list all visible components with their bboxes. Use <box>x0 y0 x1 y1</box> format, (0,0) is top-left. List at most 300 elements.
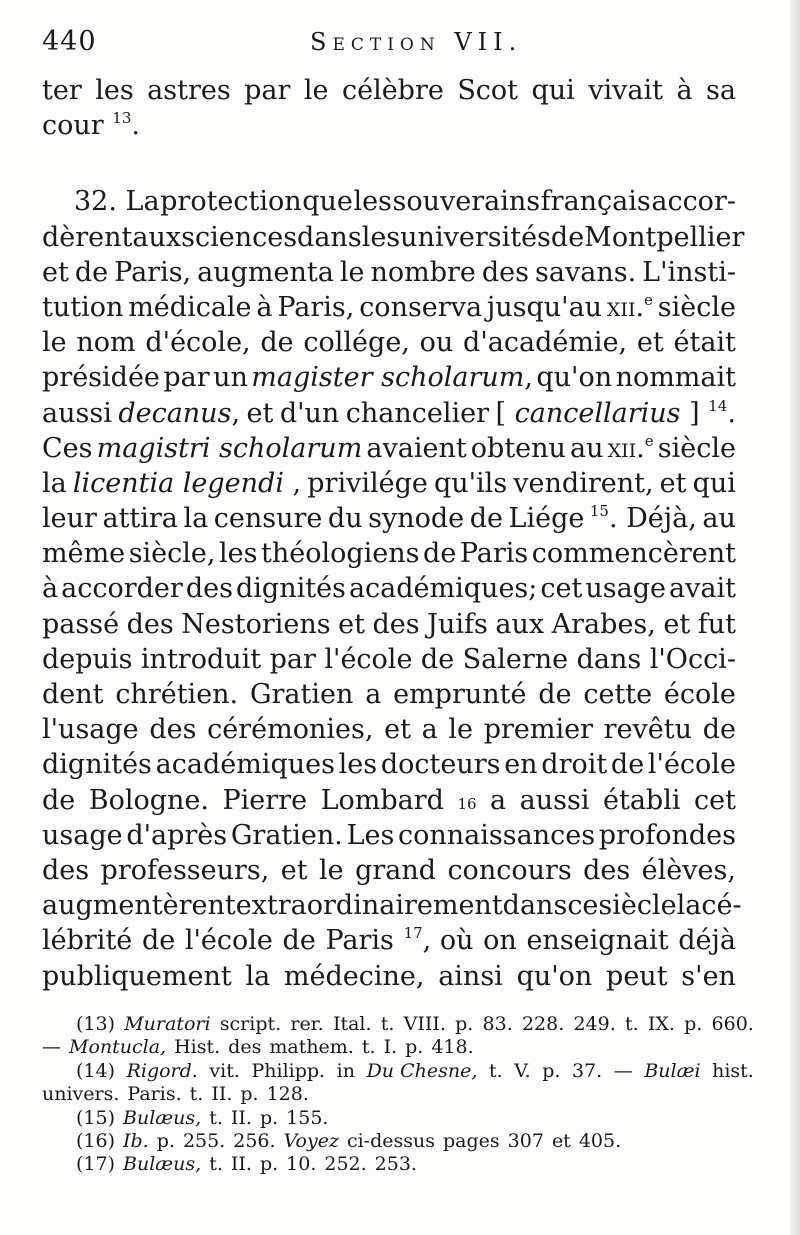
word: attira <box>102 503 178 535</box>
word: p. <box>542 1059 561 1082</box>
text-line <box>42 466 736 501</box>
word: siècle <box>657 291 736 323</box>
word: 307 <box>507 1129 544 1152</box>
word: qu'on <box>516 960 593 992</box>
footnote-13 <box>42 1013 754 1036</box>
word: d'un <box>279 397 340 429</box>
word: revêtu <box>603 714 693 746</box>
word: t. <box>361 1036 376 1059</box>
text-line: de Bologne. Pierre Lombard 16 a aussi établi cet <box>42 783 736 818</box>
word: Voyez <box>283 1129 339 1152</box>
word: présidée <box>42 362 160 394</box>
footnote-17 <box>42 1153 754 1176</box>
word: chancelier <box>345 397 490 429</box>
word: magister scholarum, <box>251 362 533 394</box>
footnote-15 <box>42 1107 754 1130</box>
word: l'Occi- <box>649 643 736 675</box>
word: depuis <box>42 643 133 675</box>
word: au <box>570 432 604 464</box>
word: siècle <box>598 890 677 922</box>
word: de <box>538 679 572 710</box>
word: Montpellier <box>584 221 745 253</box>
word: p. <box>455 1013 474 1035</box>
word: vivait <box>588 75 663 106</box>
word: dans <box>297 221 362 253</box>
word: Philipp. <box>251 1059 326 1082</box>
text-line <box>42 677 736 712</box>
text-line <box>42 290 736 325</box>
word: fut <box>697 608 736 640</box>
word: Salerne <box>462 643 569 675</box>
word: des <box>481 256 530 288</box>
word: docteurs <box>380 749 501 781</box>
word: célèbre <box>341 75 444 106</box>
word: Paris, <box>114 256 192 288</box>
word: 255. <box>182 1129 226 1152</box>
word: aussi <box>42 397 112 429</box>
word: le <box>303 75 329 106</box>
word: $^{17}$, où <box>403 924 474 957</box>
word: de <box>260 327 294 359</box>
word: Montucla, <box>69 1036 167 1059</box>
text-line <box>42 536 736 571</box>
word: on <box>483 925 517 957</box>
word: Bulæus, <box>123 1153 202 1176</box>
word: in <box>336 1059 355 1082</box>
word: p. <box>156 1129 175 1152</box>
word: ce <box>567 890 599 922</box>
word: 155. <box>286 1106 329 1129</box>
word: connaissances <box>398 819 596 851</box>
word: licentia legendi , <box>72 467 302 499</box>
word: que <box>302 186 353 218</box>
word: extraordinairement <box>235 890 503 922</box>
word: et <box>636 327 664 359</box>
word: dignités <box>236 573 346 605</box>
word: par <box>163 362 210 394</box>
word: II. <box>230 1153 252 1176</box>
word: qu'ils <box>433 467 508 499</box>
word: et <box>42 256 69 288</box>
word: dans <box>502 890 568 922</box>
word: II. <box>230 1106 252 1129</box>
footnote-number: (16) <box>76 1129 116 1152</box>
word: des <box>149 714 197 746</box>
word: conserva <box>359 291 483 323</box>
word: 32. La <box>74 186 160 218</box>
word: pages <box>443 1129 500 1152</box>
word: médicale <box>128 291 252 323</box>
word: qu'on <box>536 362 613 394</box>
word: avait <box>669 573 736 605</box>
word: cette <box>583 679 653 710</box>
word: le <box>448 714 474 746</box>
page-number: 440 <box>42 26 97 57</box>
word: Paris <box>325 925 394 957</box>
word: 228. <box>521 1013 565 1035</box>
word: Les <box>346 819 395 851</box>
word: Nestoriens <box>181 608 331 640</box>
word: t. <box>189 1083 204 1106</box>
word: dignités <box>42 749 152 781</box>
word: t. <box>624 1013 639 1035</box>
word: II. <box>211 1083 233 1106</box>
word: Ital. <box>332 1013 372 1035</box>
word: accor- <box>651 186 736 218</box>
word: établi <box>602 784 681 816</box>
word: avaient <box>366 432 467 464</box>
word: nommait <box>615 362 736 394</box>
text-line <box>42 220 745 255</box>
word: qui <box>531 75 575 106</box>
word: cour $^{13}$. <box>42 109 140 142</box>
word: les <box>338 749 378 781</box>
text-line <box>42 712 736 747</box>
word: théologiens <box>261 538 420 570</box>
word: 37. <box>571 1059 603 1082</box>
word: mathem. <box>269 1036 354 1059</box>
word: sa <box>706 75 736 106</box>
word: le <box>42 327 67 359</box>
word: des <box>583 854 631 886</box>
word: grand <box>355 854 437 886</box>
word: usage <box>585 573 666 605</box>
word: d'académie, <box>463 327 628 359</box>
word: univers. <box>42 1083 120 1106</box>
text-line <box>42 959 736 994</box>
word: a <box>490 784 507 816</box>
text-line <box>42 325 736 360</box>
word: V. <box>514 1059 531 1082</box>
word: et <box>663 608 691 640</box>
word: Muratori <box>124 1013 211 1035</box>
word: astres <box>147 75 231 106</box>
footnote-ref-14[interactable]: 14 <box>708 396 728 415</box>
word: t. <box>380 1013 395 1035</box>
word: de <box>550 221 585 253</box>
word: 249. <box>573 1013 616 1035</box>
text-line <box>42 571 736 606</box>
text-line <box>42 396 736 431</box>
word: 83. <box>482 1013 513 1035</box>
word: et <box>338 608 365 640</box>
word: de <box>282 925 316 957</box>
word: aux <box>132 221 182 253</box>
word: censure <box>213 503 323 535</box>
word: et <box>659 467 687 499</box>
word: aux <box>495 608 545 640</box>
word: de <box>702 714 736 746</box>
word: concours <box>447 854 572 886</box>
word: à <box>676 75 693 106</box>
word: le <box>339 256 365 288</box>
word: script. <box>219 1013 282 1035</box>
word: en <box>504 749 538 781</box>
text-line <box>42 642 736 677</box>
word: de <box>420 643 455 675</box>
word: p. <box>259 1153 279 1176</box>
word: Pierre <box>222 784 308 816</box>
word: Arabes, <box>551 608 656 640</box>
word: l'école <box>184 925 273 957</box>
word: médecine, <box>283 960 425 992</box>
word: collége, <box>303 327 410 359</box>
text-line <box>42 747 736 782</box>
word: dèrent <box>42 221 133 253</box>
footnote-ref-17[interactable]: 17 <box>403 924 423 943</box>
word: 256. <box>233 1129 276 1152</box>
word: déjà <box>678 925 736 957</box>
word: le <box>319 854 344 886</box>
word: l'usage <box>42 714 139 746</box>
word: des <box>372 608 420 640</box>
footnote-number: (13) <box>76 1013 116 1035</box>
word: 10. <box>286 1153 317 1176</box>
text-line <box>42 853 736 888</box>
word: — <box>42 1036 61 1059</box>
word: l'école <box>647 749 736 781</box>
running-head: Section VII. <box>310 28 523 56</box>
word: de <box>42 784 76 816</box>
word: passé <box>42 608 120 640</box>
word: profondes <box>598 819 736 851</box>
word: vit. <box>209 1059 240 1082</box>
footnote-13-continued <box>42 1036 754 1059</box>
word: cet <box>540 573 583 605</box>
footnote-number: (17) <box>76 1153 116 1176</box>
word: au <box>702 503 736 535</box>
word: par <box>244 75 291 106</box>
word: Ib. <box>123 1129 149 1152</box>
word: p. <box>259 1106 279 1129</box>
word: Lombard <box>320 784 444 816</box>
word: usage <box>42 819 123 851</box>
word: ci-dessus <box>346 1129 436 1152</box>
word: xii.$^e$ <box>606 290 653 323</box>
word: de <box>469 503 503 535</box>
word: — <box>613 1059 633 1082</box>
word: augmentèrent <box>42 890 236 922</box>
word: lébrité <box>42 925 133 957</box>
word: t. <box>209 1106 223 1129</box>
word: IX. <box>647 1013 675 1035</box>
word: la <box>676 890 702 922</box>
text-line <box>42 607 736 642</box>
word: synode <box>368 503 465 535</box>
footnote-16 <box>42 1130 754 1153</box>
word: des <box>228 1036 262 1059</box>
word: élèves, <box>641 854 736 886</box>
word: les <box>95 75 134 106</box>
word: cé- <box>701 890 742 922</box>
word: français <box>540 186 651 218</box>
word: augmenta <box>197 256 334 288</box>
footnote-number: (14) <box>76 1059 116 1082</box>
word: tution <box>42 291 124 323</box>
word: introduit <box>140 643 262 675</box>
word: Bologne. <box>88 784 209 816</box>
word: t. <box>488 1059 503 1082</box>
text-line <box>42 431 736 466</box>
word: Du Chesne, <box>366 1059 478 1082</box>
text-line <box>42 255 736 290</box>
footnote-ref-13[interactable]: 13 <box>112 109 132 128</box>
word: à <box>256 291 273 323</box>
footnotes <box>42 1013 754 1177</box>
main-text <box>42 73 745 994</box>
word: protection <box>160 186 302 218</box>
word: rer. <box>290 1013 324 1035</box>
page-header <box>42 26 742 66</box>
word: xii.$^e$ <box>607 431 654 464</box>
word: et <box>384 714 411 746</box>
word: $^{15}$. Déjà, <box>589 502 697 535</box>
word: un <box>213 362 248 394</box>
word: la <box>42 467 67 499</box>
word: cérémonies, <box>207 714 374 746</box>
word: qui <box>692 467 736 499</box>
word: les <box>219 538 258 570</box>
word: 128. <box>266 1083 309 1106</box>
text-line <box>42 73 736 108</box>
text-line <box>42 501 736 536</box>
word: p. <box>240 1083 259 1106</box>
word: 252. <box>324 1153 367 1176</box>
footnote-14 <box>42 1060 754 1083</box>
word: chrétien. <box>115 679 239 710</box>
word: la <box>183 503 209 535</box>
word: Bulæi <box>644 1059 701 1082</box>
word: Paris. <box>127 1083 182 1106</box>
word: decanus, <box>118 397 241 429</box>
word: premier <box>483 714 593 746</box>
word: accorder <box>61 573 183 605</box>
text-line <box>42 818 736 853</box>
word: siècle, <box>128 538 216 570</box>
word: [ cancellarius ] $^{14}$. <box>495 396 736 429</box>
word: peut <box>606 960 668 992</box>
word: la <box>245 960 271 992</box>
paragraph-gap <box>42 143 736 184</box>
word: Hist. <box>174 1036 221 1059</box>
word: 253. <box>374 1153 417 1176</box>
word: publiquement <box>42 960 232 992</box>
word: sciences <box>181 221 298 253</box>
word: et <box>246 397 274 429</box>
word: dans <box>576 643 642 675</box>
word: Juifs <box>427 608 488 640</box>
word: école <box>663 679 736 710</box>
word: Ces <box>42 432 93 464</box>
word: 405. <box>578 1129 622 1152</box>
word: ou <box>419 327 454 359</box>
word: magistri scholarum <box>96 432 363 464</box>
word: Gratien. <box>230 819 343 851</box>
word: leur <box>42 503 97 535</box>
word: nom <box>76 327 136 359</box>
word: académiques; <box>348 573 538 605</box>
footnote-ref-15[interactable]: 15 <box>589 502 609 521</box>
word: Gratien <box>249 679 354 710</box>
word: par <box>269 643 316 675</box>
word: des <box>185 573 233 605</box>
word: de <box>423 538 457 570</box>
text-line <box>42 360 736 395</box>
word: VIII. <box>403 1013 446 1035</box>
footnote-14-continued <box>42 1083 754 1106</box>
word: et <box>551 1129 571 1152</box>
word: s'en <box>681 960 736 992</box>
word: et <box>280 854 308 886</box>
word: même <box>42 538 126 570</box>
word: Rigord. <box>126 1059 198 1082</box>
word: professeurs, <box>100 854 270 886</box>
word: enseignait <box>526 925 669 957</box>
word: siècle <box>657 432 736 464</box>
word: I. <box>383 1036 398 1059</box>
word: Liége <box>508 503 585 535</box>
word: des <box>126 608 174 640</box>
word: 660. <box>711 1013 754 1035</box>
word: académiques <box>155 749 335 781</box>
word: les <box>353 186 392 218</box>
word: à <box>42 573 59 605</box>
word: était <box>673 327 736 359</box>
word: ter <box>42 75 82 106</box>
word: de <box>74 256 109 288</box>
word: Paris <box>459 538 529 570</box>
text-line <box>42 184 736 219</box>
word: universités <box>400 221 551 253</box>
word: droit <box>541 749 608 781</box>
text-line <box>42 923 736 958</box>
word: emprunté <box>393 679 527 710</box>
word: du <box>327 503 363 535</box>
word: savans. <box>535 256 637 288</box>
word: ainsi <box>438 960 503 992</box>
word: commencèrent <box>531 538 736 570</box>
word: cet <box>693 784 736 816</box>
word: t. <box>209 1153 223 1176</box>
word: obtenu <box>470 432 566 464</box>
footnote-number: (15) <box>76 1106 116 1129</box>
word: nombre <box>370 256 476 288</box>
text-line <box>42 888 742 923</box>
word: les <box>361 221 401 253</box>
word: souverains <box>392 186 541 218</box>
word: d'après <box>126 819 228 851</box>
word: privilége <box>307 467 428 499</box>
text-line <box>42 108 736 143</box>
word: d'école, <box>145 327 251 359</box>
word: a <box>421 714 438 746</box>
word: jusqu'au <box>486 291 603 323</box>
word: 418. <box>431 1036 474 1059</box>
word: L'insti- <box>642 256 736 288</box>
word: de <box>610 749 645 781</box>
word: des <box>42 854 90 886</box>
word: p. <box>405 1036 424 1059</box>
word: hist. <box>712 1059 754 1082</box>
word: aussi <box>519 784 590 816</box>
word: Scot <box>457 75 519 106</box>
page-edge-shadow <box>790 0 800 1235</box>
word: de <box>141 925 176 957</box>
word: vendirent, <box>513 467 654 499</box>
word: a <box>365 679 382 710</box>
word: p. <box>684 1013 703 1035</box>
word: Bulæus, <box>123 1106 202 1129</box>
